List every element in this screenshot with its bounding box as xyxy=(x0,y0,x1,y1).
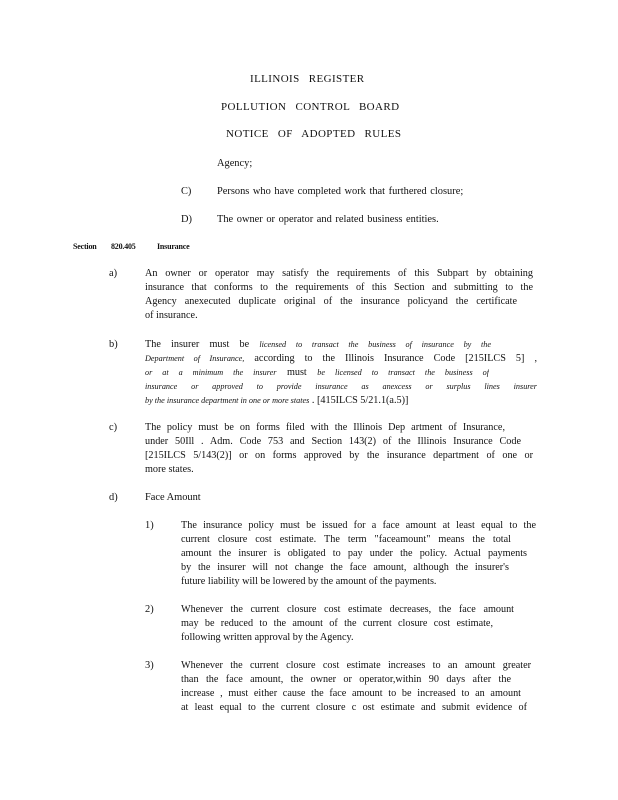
paragraph-b-line: Department of Insurance, according to the Illinois Insurance Code [215ILCS 5] , xyxy=(145,353,537,364)
paragraph-a-label: a) xyxy=(109,268,118,279)
subparagraph-2-line: following written approval by the Agency. xyxy=(181,632,354,643)
paragraph-c-line: more states. xyxy=(145,464,194,475)
subparagraph-3-label: 3) xyxy=(145,660,154,671)
subparagraph-2 xyxy=(181,603,514,645)
subparagraph-3-line: than the face amount, the owner or operator,within 90 days after the xyxy=(181,674,511,685)
paragraph-a xyxy=(145,267,533,323)
subparagraph-3 xyxy=(181,659,531,715)
section-word: Section xyxy=(73,242,97,251)
paragraph-b-line: insurance or approved to provide insurance as anexcess or surplus lines insurer xyxy=(145,382,537,391)
paragraph-c-label: c) xyxy=(109,422,118,433)
paragraph-c-line: under 50Ill . Adm. Code 753 and Section 143(2) of the Illinois Insurance Code xyxy=(145,436,521,447)
paragraph-b xyxy=(145,338,537,408)
section-title: Insurance xyxy=(157,242,190,251)
subparagraph-1 xyxy=(181,519,536,589)
subparagraph-1-line: amount the insurer is obligated to pay under the policy. Actual payments xyxy=(181,548,527,559)
paragraph-a-line: An owner or operator may satisfy the requirements of this Subpart by obtaining xyxy=(145,268,533,279)
header-board: POLLUTION CONTROL BOARD xyxy=(221,101,400,113)
item-d-label: D) xyxy=(181,214,192,225)
paragraph-b-line: The insurer must be licensed to transact the business of insurance by the xyxy=(145,339,491,350)
subparagraph-1-line: The insurance policy must be issued for a face amount at least equal to the xyxy=(181,520,536,531)
subparagraph-2-label: 2) xyxy=(145,604,154,615)
paragraph-d-label: d) xyxy=(109,492,118,503)
paragraph-a-line: Agency anexecuted duplicate original of the insurance policyand the certificate xyxy=(145,296,517,307)
paragraph-b-line: by the insurance department in one or more states . [415ILCS 5/21.1(a.5)] xyxy=(145,395,409,406)
paragraph-c-line: The policy must be on forms filed with the Illinois Dep artment of Insurance, xyxy=(145,422,505,433)
paragraph-b-line: or at a minimum the insurer must be licensed to transact the business of xyxy=(145,367,489,378)
subparagraph-3-line: at least equal to the current closure c ost estimate and submit evidence of xyxy=(181,702,527,713)
paragraph-a-line: of insurance. xyxy=(145,310,198,321)
subparagraph-2-line: may be reduced to the amount of the current closure cost estimate, xyxy=(181,618,493,629)
subparagraph-3-line: Whenever the current closure cost estimate increases to an amount greater xyxy=(181,660,531,671)
paragraph-c xyxy=(145,421,533,477)
paragraph-b-label: b) xyxy=(109,339,118,350)
subparagraph-1-line: by the insurer will not change the face amount, although the insurer's xyxy=(181,562,509,573)
item-c-text: Persons who have completed work that furthered closure; xyxy=(217,186,464,197)
item-c-label: C) xyxy=(181,186,192,197)
header-notice: NOTICE OF ADOPTED RULES xyxy=(226,128,402,140)
agency-text: Agency; xyxy=(217,158,253,169)
subparagraph-1-label: 1) xyxy=(145,520,154,531)
paragraph-a-line: insurance that conforms to the requirements of this Section and submitting to the xyxy=(145,282,533,293)
item-d-text: The owner or operator and related business entities. xyxy=(217,214,439,225)
subparagraph-3-line: increase , must either cause the face amount to be increased to an amount xyxy=(181,688,521,699)
subparagraph-1-line: current closure cost estimate. The term "faceamount" means the total xyxy=(181,534,511,545)
subparagraph-1-line: future liability will be lowered by the amount of the payments. xyxy=(181,576,437,587)
subparagraph-2-line: Whenever the current closure cost estimate decreases, the face amount xyxy=(181,604,514,615)
paragraph-d-title: Face Amount xyxy=(145,492,201,503)
header-register: ILLINOIS REGISTER xyxy=(250,73,365,85)
paragraph-c-line: [215ILCS 5/143(2)] or on forms approved by the insurance department of one or xyxy=(145,450,533,461)
section-number: 820.405 xyxy=(111,242,136,251)
